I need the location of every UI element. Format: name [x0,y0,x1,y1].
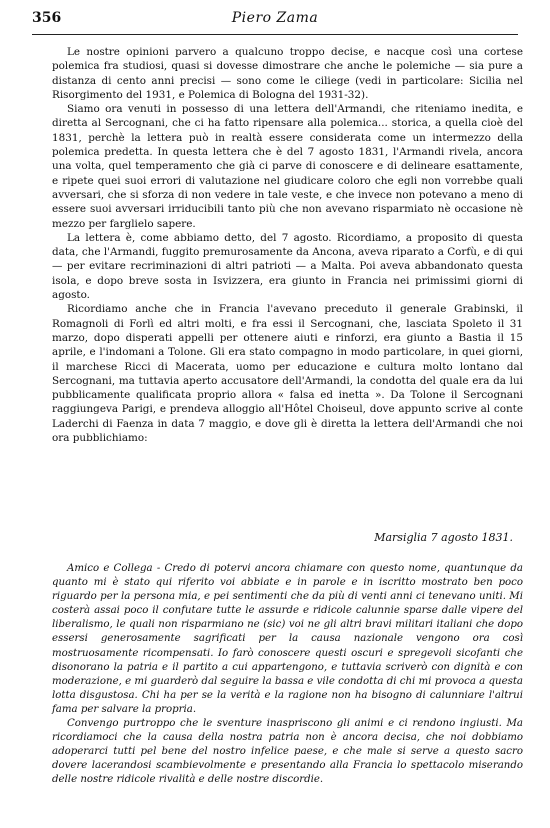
paragraph-1: Le nostre opinioni parvero a qualcuno troppo decise, e nacque così una cortese polemica fra studiosi, quasi si dovesse dimostrare che anche le polemiche — sia pure a distanza di cento anni precisi — sono come le ciliege (vedi in particolare: Sicilia nel Risorgimento del 1931, e Polemica di Bologna del 1931-32). [52,46,523,101]
paragraph-3: La lettera è, come abbiamo detto, del 7 agosto. Ricordiamo, a proposito di questa data, che l'Armandi, fuggito premurosamente da Ancona, aveva riparato a Corfù, e di qui — per evitare recriminazioni di altri patrioti — a Malta. Poi aveva abbandonato questa isola, e dopo breve sosta in Isvizzera, era giunto in Francia nei primissimi giorni di agosto. [52,231,523,302]
running-head: Piero Zama [231,10,319,26]
page-number: 356 [32,10,62,26]
letter-block [52,531,523,788]
letter-dateline: Marsiglia 7 agosto 1831. [374,531,513,544]
paragraph-2: Siamo ora venuti in possesso di una lettera dell'Armandi, che riteniamo inedita, e diretta al Sercognani, che ci ha fatto ripensare alla polemica... storica, a quella cioè del 1831, perchè la lettera può in realtà essere considerata come un intermezzo della polemica predetta. In questa lettera che è del 7 agosto 1831, l'Armandi rivela, ancora una volta, quel temperamento che già ci parve di conoscere e di delineare esattamente, e ripete quei suoi errori di valutazione nel giudicare coloro che egli non vorrebbe quali avversari, che si sforza di non vedere in tale veste, e che invece non potevano a meno di essere suoi avversari irriducibili tanto più che non avevano risparmiato nè occasione nè mezzo per farglielo sapere. [52,103,523,230]
paragraph-4: Ricordiamo anche che in Francia l'avevano preceduto il generale Grabinski, il Romagnoli di Forlì ed altri molti, e fra essi il Sercognani, che, lasciata Spoleto il 31 marzo, dopo disperati appelli per ottenere aiuti e rinforzi, era giunto a Bastia il 15 aprile, e l'indomani a Tolone. Gli era stato compagno in modo particolare, in quei giorni, il marchese Ricci di Macerata, uomo per educazione e cultura molto lontano dal Sercognani, ma tuttavia aperto accusatore dell'Armandi, la condotta del quale era da lui pubblicamente qualificata proprio allora « falsa ed inetta ». Da Tolone il Sercognani raggiungeva Parigi, e prendeva alloggio all'Hôtel Choiseul, dove appunto scrive al conte Laderchi di Faenza in data 7 maggio, e dove gli è diretta la lettera dell'Armandi che noi ora pubblichiamo: [52,303,523,445]
page-header [32,7,518,35]
letter-paragraph-1: Amico e Collega - Credo di potervi ancora chiamare con questo nome, quantunque da quanto mi è stato qui riferito voi abbiate e in parole e in iscritto mostrato ben poco riguardo per la persona mia, e pei sentimenti che da più di venti anni ci tenevano uniti. Mi costerà assai poco il confutare tutte le assurde e ridicole calunnie sparse dalle vipere del liberalismo, le quali non risparmiano ne (sic) voi ne gli altri bravi militari italiani che dopo essersi generosamente sagrificati per la causa nazionale vengono ora così mostruosamente ricompensati. Io farò conoscere questi oscuri e spregevoli sicofanti che disonorano la patria e il partito a cui appartengono, e tuttavia scriverò con dignità e con moderazione, e mi guarderò dal seguire la bassa e vile condotta di chi mi provoca a questa lotta disgustosa. Chi ha per se la verità e la ragione non ha bisogno di calunniare l'altrui fama per salvare la propria. [52,563,523,715]
body-text [52,45,523,445]
header-rule [32,34,518,35]
letter-paragraph-2: Convengo purtroppo che le sventure inaspriscono gli animi e ci rendono ingiusti. Ma ricordiamoci che la causa della nostra patria non è ancora decisa, che noi dobbiamo adoperarci tutti pel bene del nostro infelice paese, e che male si serve a questo sacro dovere lacerandosi scambievolmente e presentando alla Francia lo spettacolo miserando delle nostre ridicole rivalità e delle nostre discordie. [52,718,523,786]
